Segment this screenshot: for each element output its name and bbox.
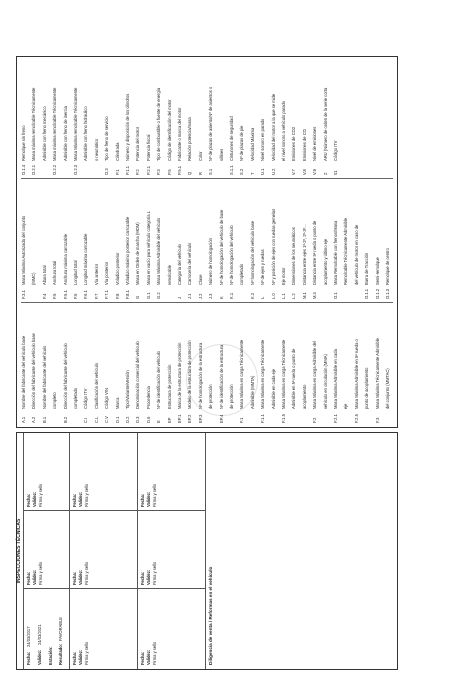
rotated-document-sheet — [6, 50, 402, 678]
field-label: Eje motor — [281, 267, 286, 285]
field-code: E — [156, 420, 162, 423]
field-code: 01 — [333, 170, 338, 175]
firma-label: Firma y sello — [152, 641, 157, 665]
field-label: Longitud máxima carrozable — [83, 233, 89, 285]
fecha-label: Fecha: — [72, 493, 77, 507]
field-label: Nº de identificación del vehículo — [156, 351, 162, 409]
field-label: Masa en vacío para vehículo categoría L — [145, 211, 151, 285]
field-code: F.6.1 — [83, 290, 89, 299]
field-label: Potencia del motor — [135, 126, 141, 161]
field-label: completado — [239, 263, 245, 285]
field-label: del conjunto (MMTAC) — [385, 368, 390, 409]
field-code: V.7 — [291, 169, 297, 175]
field-label: Vía posterior — [104, 261, 110, 285]
field-code: P.2.1 — [145, 165, 151, 175]
validez-label: Validez: — [78, 569, 83, 585]
field-code: K.1 — [229, 292, 234, 299]
field-code: F.1.1 — [260, 414, 266, 423]
field-label: Admisible en cada eje — [270, 368, 276, 409]
field-code: U.1 — [260, 168, 266, 175]
fecha-label: Fecha: — [140, 571, 145, 585]
validez-label: Validez: — [78, 649, 83, 665]
field-code: L.0 — [270, 293, 276, 299]
field-code: D.6 — [145, 416, 151, 423]
fecha-label: Fecha: — [72, 571, 77, 585]
field-label: Masa Máxima Técnicamente Admisible — [374, 338, 380, 409]
field-code: F.6 — [73, 293, 78, 299]
field-code: O.3 — [104, 168, 110, 175]
field-label: Remolcable Técnicamente Admisible — [343, 217, 349, 285]
field-label: Código ITV — [333, 140, 338, 161]
field-code: Z — [322, 172, 328, 175]
field-label: del vehículo de motor en caso de — [353, 224, 359, 285]
field-code: D.1 — [114, 416, 120, 423]
field-code: K — [218, 296, 224, 299]
inspecciones-tecnicas-panel — [16, 432, 398, 670]
field-label: Código de identificación del motor — [166, 99, 172, 161]
field-label: Procedencia — [145, 386, 151, 409]
field-code: L.1 — [281, 293, 286, 299]
firma-label: Firma y sello — [84, 561, 89, 585]
field-label: Tipo/Variante/Versión — [125, 370, 130, 409]
field-label: Cilindrada — [114, 142, 120, 161]
field-label: (MMC) — [31, 272, 37, 285]
field-code: J.2 — [197, 293, 203, 299]
field-label: Admisible con freno hidráulico — [83, 106, 89, 161]
firma-label: Firma y sello — [84, 483, 89, 507]
field-label: ARU (Número de orden de la serie corta — [322, 87, 328, 161]
field-label: Masa Máxima en carga Técnicamente — [239, 339, 245, 409]
field-code: J.1 — [187, 293, 193, 299]
field-code: F.7.1 — [104, 290, 110, 299]
field-label: Anchura máxima carrozable — [62, 234, 68, 285]
field-label: Remolque sin freno — [21, 125, 26, 161]
field-code: EP.3 — [197, 414, 203, 423]
fecha-label: Fecha: — [140, 493, 145, 507]
field-label: remolcable — [166, 264, 172, 285]
field-label: Masa en Orden de marcha (MOM) — [135, 222, 141, 285]
field-label: Masa Máxima Autorizada del conjunto — [21, 215, 26, 285]
field-label: Nº de plazas de asiento/Nº de asientos o — [208, 86, 214, 161]
fecha-label: Fecha: — [26, 571, 31, 585]
firma-label: Firma y sello — [152, 483, 157, 507]
field-code: O.2.2 — [52, 164, 58, 175]
field-code: V.9 — [312, 169, 318, 175]
validez-label: Validez: — [146, 491, 151, 507]
fecha-label: Fecha: — [140, 651, 145, 665]
field-column-2 — [21, 181, 393, 299]
field-label: Denominación comercial del vehículo — [135, 341, 141, 409]
resultado-label: Resultado: — [58, 643, 63, 665]
field-label: vehículo en circulación (MMA) — [322, 354, 328, 409]
field-code: Q — [187, 171, 193, 175]
field-code: J.3 — [208, 293, 214, 299]
fecha-label: Fecha: — [26, 493, 31, 507]
field-code: L — [260, 296, 266, 299]
field-label: acoplamiento y último eje — [322, 238, 328, 285]
field-label: Nivel de emisiones — [312, 126, 318, 161]
field-label: Carrocería del vehículo — [187, 242, 193, 285]
field-label: Tipo de combustible o fuente de energía — [156, 87, 162, 161]
field-code: O.1.2 — [374, 288, 380, 299]
field-code: P.1 — [114, 169, 120, 175]
firma-label: Firma y sello — [38, 483, 43, 507]
field-code: F.7 — [93, 293, 99, 299]
field-label: Nº y posición de ejes con ruedas gemelas — [270, 208, 276, 285]
field-code: B.1 — [41, 416, 47, 423]
field-label: completo — [52, 392, 58, 409]
field-code: V.8 — [301, 169, 307, 175]
field-code: F.5.1 — [62, 290, 68, 299]
field-code: K.2 — [249, 292, 255, 299]
field-label: Admisible con freno mecánico — [41, 106, 47, 161]
field-label: punto de acoplamiento — [364, 367, 370, 409]
field-code: EP.4 — [218, 414, 224, 423]
field-code: F.2 — [312, 417, 318, 423]
field-label: Longitud total — [73, 260, 78, 285]
field-code: L.2 — [291, 293, 297, 299]
field-label: Estructura de protección — [166, 364, 172, 409]
field-label: Masa Máxima remolcable Técnicamente — [73, 87, 78, 161]
field-label: Vía anterior — [93, 263, 99, 285]
field-label: Clasificación del vehículo — [93, 363, 99, 409]
field-label: Nº homologación del vehículo base — [249, 220, 255, 285]
resultado-value: FAVORABLE — [58, 616, 63, 641]
field-label: Masa Máxima en carga Técnicamente — [281, 339, 286, 409]
field-label: Código VIN — [104, 388, 110, 409]
field-code: S.1.1 — [229, 165, 234, 175]
field-label: de protección — [229, 384, 234, 409]
field-code: O.1 — [333, 292, 338, 299]
field-label: acoplamiento — [301, 384, 307, 409]
field-label: Voladizo máximo posterior carrozable — [125, 216, 130, 285]
field-label: Nivel sonoro en parado — [260, 118, 266, 161]
fecha-label: Fecha: — [26, 651, 31, 665]
field-code: F.3.1 — [21, 290, 26, 299]
field-label: Masa Máxima en carga Admisible del — [312, 341, 318, 409]
field-label: Marca de la estructura de protección — [177, 342, 182, 409]
field-label: Color — [197, 151, 203, 161]
field-code: P.5.1 — [177, 165, 182, 175]
field-label: Velocidad del motor a la que se mide — [270, 93, 276, 161]
field-label: Altura total — [41, 265, 47, 285]
faint-stamp — [186, 344, 258, 416]
field-code: F.5 — [52, 293, 58, 299]
field-label: Dirección del fabricante del vehículo — [62, 343, 68, 409]
field-code: A.2 — [31, 416, 37, 423]
field-code: D.2 — [125, 416, 130, 423]
field-label: Barra de Tracción — [364, 252, 370, 285]
field-label: Admisible con freno de inercia — [62, 106, 68, 161]
field-label: Emisiones de CO — [301, 129, 307, 161]
validez-value: 24/03/2021 — [37, 624, 42, 645]
field-label: Distancia entre ejes 1º-2º, 2º-3º... — [301, 224, 307, 285]
field-label: Relación potencia/masa — [187, 117, 193, 161]
field-code: EP.1 — [177, 414, 182, 423]
field-column-3 — [21, 59, 393, 175]
validez-label: Validez: — [32, 569, 37, 585]
diligencia-heading: Diligencia de venta / Reformas en el vehículo — [208, 566, 213, 665]
field-code: F.8 — [114, 293, 120, 299]
field-label: Código ITV — [83, 388, 89, 409]
field-code: G.1 — [145, 292, 151, 299]
field-label: Nombre del fabricante del vehículo base — [21, 335, 26, 409]
field-label: Masa Remolcable con frenos/Masa — [333, 220, 338, 285]
field-code: C.V — [104, 416, 110, 423]
field-label: Modelo de la estructura de protección — [187, 340, 193, 409]
field-code: O.2.1 — [31, 164, 37, 175]
fecha-value: 24/03/2017 — [26, 626, 31, 647]
field-code: D.3 — [135, 416, 141, 423]
field-label: Voladizo posterior — [114, 252, 120, 285]
field-code: F.1.5 — [281, 414, 286, 423]
field-code: P.3 — [156, 169, 162, 175]
field-label: Número de homologación — [208, 238, 214, 285]
field-label: Tipo de freno de servicio — [104, 116, 110, 161]
field-label: Cinturones de seguridad — [229, 116, 234, 161]
field-code: F.8.1 — [125, 290, 130, 299]
field-label: Anchura total — [52, 260, 58, 285]
field-label: Nº de plazas de pie — [239, 125, 245, 161]
field-code: B.2 — [62, 416, 68, 423]
field-code: M.1 — [301, 292, 307, 299]
validez-label: Validez: — [37, 649, 42, 665]
field-label: Nº de identificación de la estructura — [218, 344, 224, 409]
field-code: O.2.3 — [73, 164, 78, 175]
field-label: Nº de homologación del vehículo de base — [218, 209, 224, 285]
field-label: Distancia entre 5ª rueda o punto de — [312, 220, 318, 285]
field-label: Masa máxima remolcable Técnicamente — [52, 87, 58, 161]
field-label: el nivel sonoro a vehículo parado — [281, 100, 286, 161]
field-code: P.5 — [166, 169, 172, 175]
field-code: J — [177, 296, 182, 299]
field-label: Emisiones de CO2 — [291, 126, 297, 161]
field-code: P.1.1 — [125, 165, 130, 175]
field-code: F.4 — [41, 293, 47, 299]
field-code: R — [197, 172, 203, 175]
field-label: Semi-remolque — [374, 257, 380, 285]
field-label: eje — [343, 403, 349, 409]
field-label: Velocidad Máxima — [249, 127, 255, 161]
field-code: O.1.3 — [385, 288, 390, 299]
field-label: Masa Máxima Admisible del vehículo — [156, 217, 162, 285]
field-label: Masa Máxima Admisible en 5ª rueda o — [353, 339, 359, 409]
firma-label: Firma y sello — [84, 641, 89, 665]
field-label: Marca — [114, 397, 120, 409]
field-label: Nombre del fabricante del vehículo — [41, 345, 47, 409]
field-label: Dirección del fabricante del vehículo base — [31, 333, 37, 409]
validez-label: Validez: — [146, 569, 151, 585]
field-label: Nº de homologación de la estructura — [197, 342, 203, 409]
field-label: Fabricante o marca del motor — [177, 107, 182, 161]
field-label: Admisible (MMTA) — [249, 375, 255, 409]
field-label: Número y disposición de los cilindros — [125, 93, 130, 161]
field-label: Nº de ejes y ruedas — [260, 249, 266, 285]
field-code: C.I — [83, 417, 89, 423]
inspecciones-title: INSPECCIONES TÉCNICAS — [16, 518, 22, 584]
field-label: o neumático — [93, 138, 99, 161]
field-label: de protección — [208, 384, 214, 409]
field-label: Remolque de centro — [385, 248, 390, 285]
field-code: F.1 — [239, 417, 245, 423]
field-code: U.2 — [270, 168, 276, 175]
field-label: Dimensiones de los neumáticos — [291, 227, 297, 285]
field-code: S.2 — [239, 168, 245, 175]
validez-label: Validez: — [146, 649, 151, 665]
field-code: T — [249, 172, 255, 175]
field-label: Masa Máxima en carga Técnicamente — [260, 339, 266, 409]
field-code: P.2 — [135, 169, 141, 175]
field-label: Nº de homologación del vehículo — [229, 225, 234, 285]
field-code: F.3 — [374, 417, 380, 423]
field-label: sillines — [218, 148, 224, 161]
estacion-label: Estación: — [48, 646, 53, 665]
field-code: M.4 — [312, 292, 318, 299]
validez-label: Validez: — [32, 491, 37, 507]
fecha-label: Fecha: — [72, 651, 77, 665]
field-label: completado — [73, 387, 78, 409]
field-code: EP.2 — [187, 414, 193, 423]
field-label: Categoría del vehículo — [177, 244, 182, 285]
field-code: F.2.5 — [353, 414, 359, 423]
field-label: Potencia fiscal — [145, 134, 151, 161]
field-code: O.1.1 — [364, 288, 370, 299]
field-code: F.2.1 — [333, 414, 338, 423]
field-code: A.1 — [21, 416, 26, 423]
field-code: O.1.4 — [21, 164, 26, 175]
field-label: Masa Máxima Admisible en cada — [333, 349, 338, 409]
field-label: Admisible en 5ª rueda o punto de — [291, 348, 297, 409]
field-label: Masa máxima remolcable Técnicamente — [31, 87, 37, 161]
field-label: Clase — [197, 274, 203, 285]
field-code: C.L — [93, 416, 99, 423]
field-code: EP — [166, 417, 172, 423]
firma-label: Firma y sello — [38, 561, 43, 585]
field-code: G.2 — [156, 292, 162, 299]
validez-label: Validez: — [78, 491, 83, 507]
field-code: G — [135, 295, 141, 299]
firma-label: Firma y sello — [152, 561, 157, 585]
field-code: S.1 — [208, 168, 214, 175]
